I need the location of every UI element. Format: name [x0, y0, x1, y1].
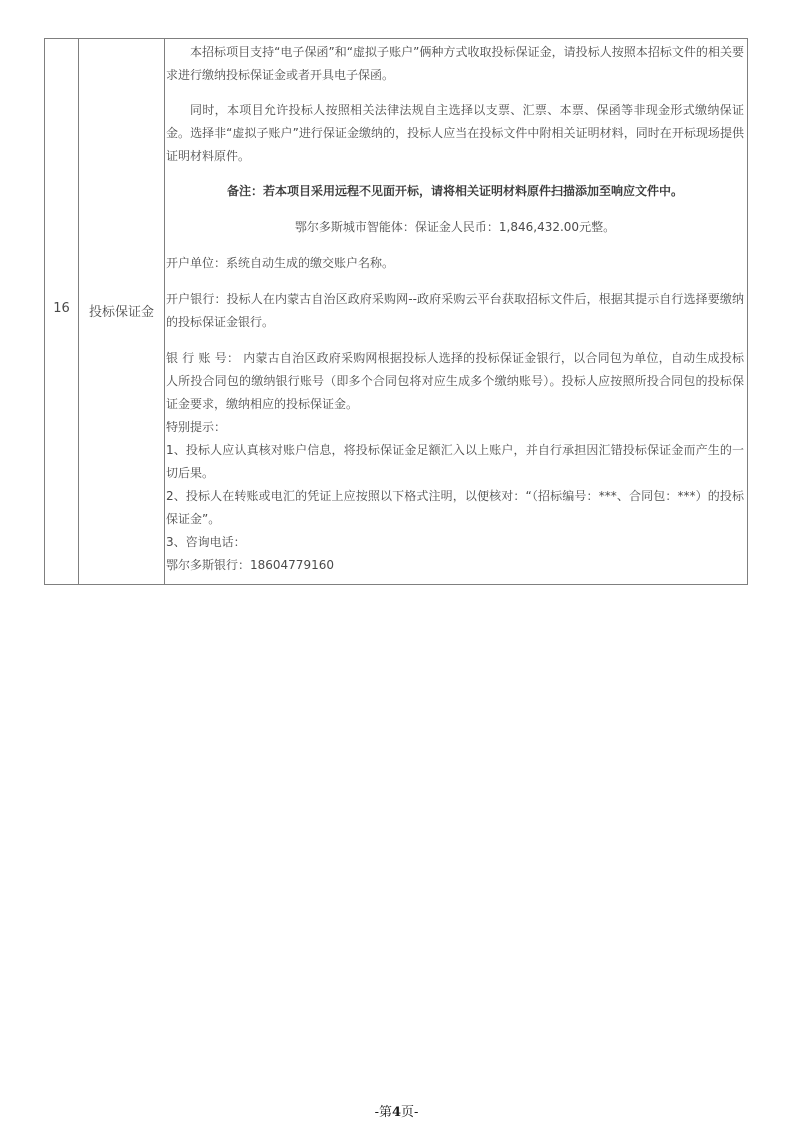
tip-item: 1、投标人应认真核对账户信息，将投标保证金足额汇入以上账户，并自行承担因汇错投标保证金而产生的一切后果。 — [166, 443, 744, 480]
column-divider — [164, 39, 165, 584]
tip-item: 2、投标人在转账或电汇的凭证上应按照以下格式注明，以便核对：“（招标编号：***、合同包：***）的投标保证金”。 — [166, 489, 744, 526]
tip-item: 3、咨询电话： — [166, 535, 246, 549]
bank-account-number: 银 行 账 号： 内蒙古自治区政府采购网根据投标人选择的投标保证金银行，以合同包为单位，自动生成投标人所投合同包的缴纳银行账号（即多个合同包将对应生成多个缴纳账号）。投标人应按照所投合同包的投标保证金要求，缴纳相应的投标保证金。 — [166, 351, 744, 411]
row-content — [166, 39, 744, 577]
remote-bid-note — [166, 180, 744, 203]
page-number-footer — [0, 1101, 793, 1120]
bid-deposit-table — [44, 38, 748, 585]
non-cash-paragraph: 同时，本项目允许投标人按照相关法律法规自主选择以支票、汇票、本票、保函等非现金形式缴纳保证金。选择非“虚拟子账户”进行保证金缴纳的，投标人应当在投标文件中附相关证明材料，同时在开标现场提供证明材料原件。 — [166, 103, 744, 163]
row-item-name: 投标保证金 — [88, 305, 154, 320]
support-methods-paragraph: 本招标项目支持“电子保函”和“虚拟子账户”俩种方式收取投标保证金，请投标人按照本招标文件的相关要求进行缴纳投标保证金或者开具电子保函。 — [166, 45, 744, 82]
note-label: 备注： — [226, 184, 263, 198]
footer-suffix: 页- — [401, 1105, 419, 1120]
special-tips-title: 特别提示： — [166, 420, 227, 434]
account-bank: 开户银行：投标人在内蒙古自治区政府采购网--政府采购云平台获取招标文件后，根据其提示自行选择要缴纳的投标保证金银行。 — [166, 292, 744, 329]
deposit-amount: 鄂尔多斯城市智能体：保证金人民币：1,846,432.00元整。 — [294, 220, 616, 234]
row-number: 16 — [53, 301, 70, 316]
footer-prefix: -第 — [374, 1105, 392, 1120]
contact-phone: 鄂尔多斯银行：18604779160 — [166, 558, 334, 572]
page-number: 4 — [391, 1105, 402, 1120]
note-text: 若本项目采用远程不见面开标，请将相关证明材料原件扫描添加至响应文件中。 — [263, 184, 684, 198]
account-unit: 开户单位：系统自动生成的缴交账户名称。 — [166, 256, 395, 270]
